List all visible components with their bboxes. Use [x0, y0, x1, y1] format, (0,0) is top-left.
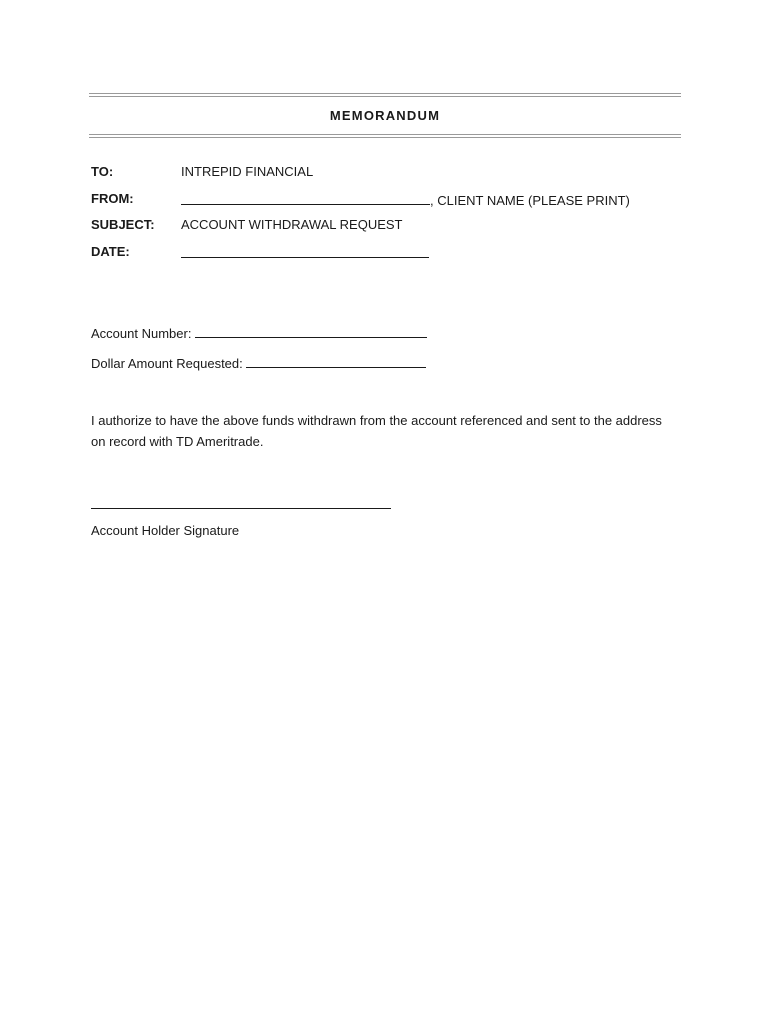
account-number-field[interactable] — [195, 324, 427, 338]
from-label: FROM: — [91, 191, 134, 206]
authorization-paragraph: I authorize to have the above funds withdrawn from the account referenced and sent to the address on record with TD Ameritrade. — [91, 413, 662, 449]
dollar-amount-field[interactable] — [246, 354, 426, 368]
from-row — [181, 191, 630, 208]
dollar-amount-row — [91, 354, 426, 371]
account-number-row — [91, 324, 427, 341]
dollar-amount-label: Dollar Amount Requested: — [91, 356, 243, 371]
subject-value: ACCOUNT WITHDRAWAL REQUEST — [181, 217, 403, 232]
to-label: TO: — [91, 164, 114, 179]
date-row — [181, 244, 429, 261]
signature-line[interactable] — [91, 508, 391, 509]
from-suffix: , CLIENT NAME (PLEASE PRINT) — [430, 193, 630, 208]
account-number-label: Account Number: — [91, 326, 192, 341]
client-name-field[interactable] — [181, 191, 430, 205]
to-value: INTREPID FINANCIAL — [181, 164, 314, 179]
date-label: DATE: — [91, 244, 130, 259]
top-rule-outer — [89, 93, 681, 94]
subject-label: SUBJECT: — [91, 217, 155, 232]
signature-label: Account Holder Signature — [91, 523, 240, 538]
memo-title: MEMORANDUM — [329, 108, 441, 123]
top-rule-inner — [89, 96, 681, 97]
bottom-rule-inner — [89, 134, 681, 135]
date-field[interactable] — [181, 244, 429, 258]
bottom-rule-outer — [89, 137, 681, 138]
